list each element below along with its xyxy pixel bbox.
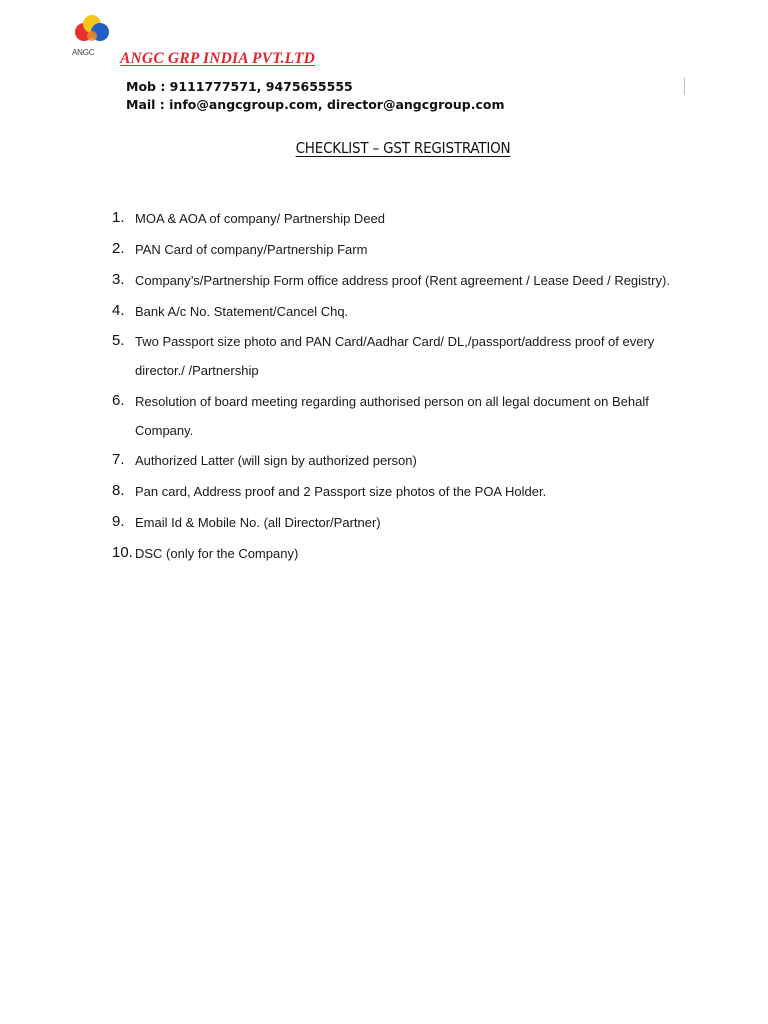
checklist-item-text: Authorized Latter (will sign by authorized person): [135, 453, 417, 468]
checklist-item-text: Two Passport size photo and PAN Card/Aadhar Card/ DL,/passport/address proof of every: [135, 334, 655, 349]
checklist-item-text: Bank A/c No. Statement/Cancel Chq.: [135, 304, 349, 319]
checklist-item-number: 3.: [112, 271, 125, 288]
divider-line: [684, 78, 685, 95]
document-title: CHECKLIST – GST REGISTRATION: [295, 139, 511, 157]
checklist-item-number: 6.: [112, 392, 125, 409]
checklist-item-text: Resolution of board meeting regarding authorised person on all legal document on Behalf: [135, 394, 649, 409]
logo-text: ANGC: [72, 48, 95, 57]
checklist-item-text: Company’s/Partnership Form office address proof (Rent agreement / Lease Deed / Registry).: [135, 273, 670, 288]
checklist-item-number: 2.: [112, 240, 125, 257]
checklist-item-text: Company.: [135, 423, 194, 438]
checklist-item-number: 9.: [112, 513, 125, 530]
checklist-item-text: MOA & AOA of company/ Partnership Deed: [135, 211, 386, 226]
checklist-item-text: director./ /Partnership: [135, 363, 259, 378]
checklist-item-text: Email Id & Mobile No. (all Director/Partner): [135, 515, 381, 530]
checklist-item-text: DSC (only for the Company): [135, 546, 299, 561]
company-name: ANGC GRP INDIA PVT.LTD: [120, 50, 316, 67]
checklist-item-number: 1.: [112, 209, 125, 226]
checklist-item-text: PAN Card of company/Partnership Farm: [135, 242, 368, 257]
checklist-item-number: 8.: [112, 482, 125, 499]
checklist-item-number: 5.: [112, 332, 125, 349]
checklist-item-text: Pan card, Address proof and 2 Passport size photos of the POA Holder.: [135, 484, 547, 499]
checklist-item-number: 4.: [112, 302, 125, 319]
contact-mail: Mail : info@angcgroup.com, director@angcgroup.com: [126, 97, 505, 112]
checklist-item-number: 7.: [112, 451, 125, 468]
contact-mobile: Mob : 9111777571, 9475655555: [126, 79, 353, 94]
checklist-item-number: 10.: [112, 544, 133, 561]
